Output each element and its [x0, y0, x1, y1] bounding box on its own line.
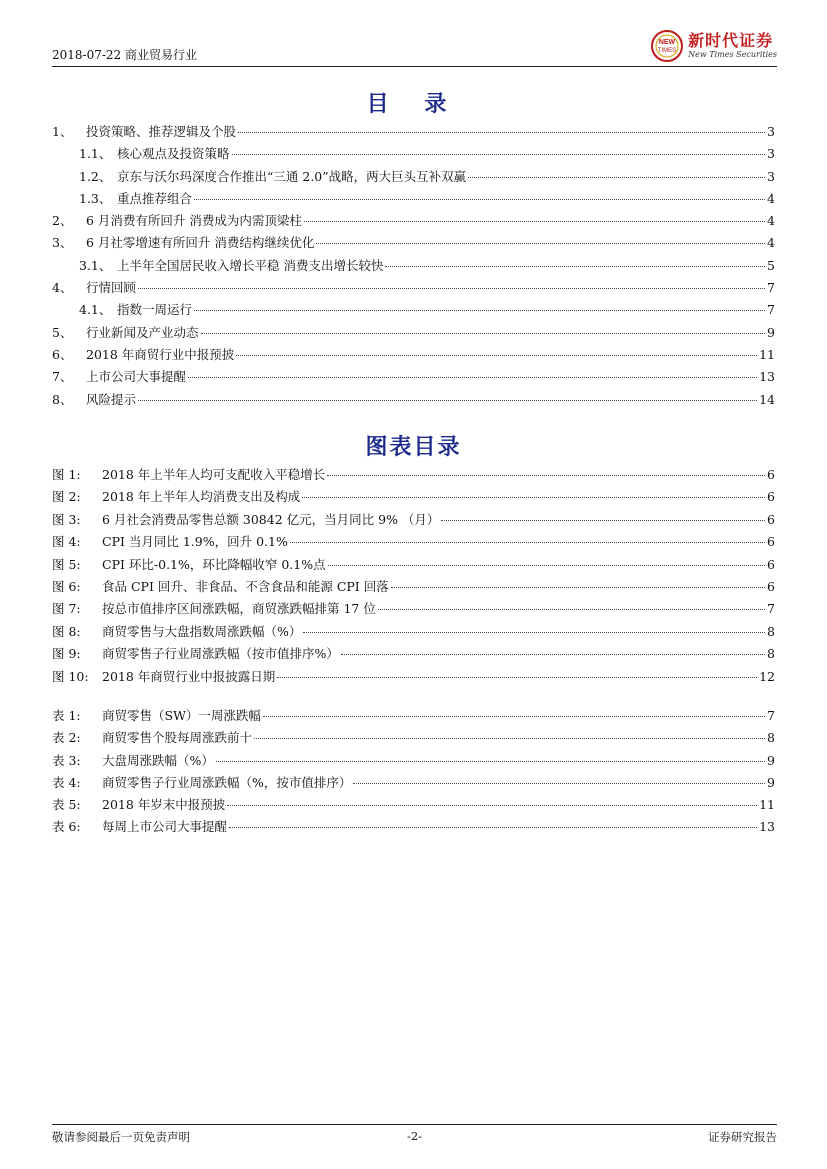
entry-number: 图 3: [52, 511, 81, 527]
header-date-industry: 2018-07-22 商业贸易行业 [52, 48, 198, 62]
footer-report-type: 证券研究报告 [708, 1130, 777, 1144]
table-entry[interactable] [52, 705, 775, 727]
entry-label: 上半年全国居民收入增长平稳 消费支出增长较快 [117, 257, 384, 273]
entry-page-number: 8 [767, 646, 775, 662]
figure-entry[interactable] [52, 598, 775, 620]
entry-leader-dots [328, 565, 765, 566]
figure-entry[interactable] [52, 509, 775, 531]
figure-entry[interactable] [52, 531, 775, 553]
entry-label: 行情回顾 [86, 280, 137, 296]
entry-page-number: 6 [767, 556, 775, 572]
entry-label: 行业新闻及产业动态 [86, 324, 199, 340]
entry-number: 图 7: [52, 601, 81, 617]
entry-number: 1.3、 [79, 190, 112, 206]
entry-label: CPI 环比-0.1%，环比降幅收窄 0.1%点 [102, 556, 326, 572]
toc-entry[interactable] [52, 255, 775, 277]
figure-entry[interactable] [52, 554, 775, 576]
entry-page-number: 6 [767, 489, 775, 505]
entry-label: 投资策略、推荐逻辑及个股 [86, 124, 237, 139]
entry-leader-dots [302, 497, 765, 498]
entry-leader-dots [277, 677, 757, 678]
entry-number: 图 9: [52, 646, 81, 662]
entry-label: 2018 年上半年人均消费支出及构成 [102, 489, 301, 505]
entry-label: 每周上市公司大事提醒 [102, 819, 228, 835]
entry-label: 2018 年商贸行业中报披露日期 [102, 668, 276, 684]
entry-number: 7、 [52, 369, 73, 385]
toc-entry[interactable] [52, 277, 775, 299]
entry-label: 核心观点及投资策略 [117, 146, 230, 162]
entry-leader-dots [327, 475, 765, 476]
toc-entry[interactable] [52, 366, 775, 388]
entry-number: 图 1: [52, 467, 81, 482]
page-footer [52, 1124, 777, 1151]
entry-label: 商贸零售个股每周涨跌前十 [102, 730, 253, 746]
entry-label: 指数一周运行 [117, 302, 193, 318]
entry-label: 商贸零售子行业周涨跌幅（按市值排序%） [102, 646, 339, 662]
entry-leader-dots [378, 609, 765, 610]
entry-page-number: 7 [767, 708, 775, 723]
entry-leader-dots [254, 738, 765, 739]
entry-leader-dots [188, 377, 757, 378]
entry-label: CPI 当月同比 1.9%，回升 0.1% [102, 534, 288, 550]
entry-page-number: 3 [767, 146, 775, 162]
toc-entry[interactable] [52, 188, 775, 210]
entry-page-number: 11 [759, 797, 775, 813]
entry-leader-dots [232, 154, 766, 155]
entry-number: 6、 [52, 346, 73, 362]
entry-number: 3、 [52, 235, 73, 251]
footer-page-number: -2- [406, 1129, 423, 1143]
logo-mark-icon [650, 29, 684, 63]
entry-number: 表 4: [52, 774, 81, 790]
entry-number: 表 2: [52, 730, 81, 746]
figure-entry[interactable] [52, 643, 775, 665]
entry-page-number: 14 [759, 391, 775, 407]
figure-entry[interactable] [52, 576, 775, 598]
entry-leader-dots [229, 827, 757, 828]
entry-number: 1、 [52, 124, 73, 139]
entry-number: 图 5: [52, 556, 81, 572]
entry-label: 风险提示 [86, 391, 137, 407]
table-entry[interactable] [52, 727, 775, 749]
svg-text:NEW: NEW [658, 39, 676, 46]
entry-page-number: 4 [767, 213, 775, 229]
figure-entry[interactable] [52, 621, 775, 643]
entry-label: 食品 CPI 回升、非食品、不含食品和能源 CPI 回落 [102, 578, 389, 594]
toc-entry[interactable] [52, 232, 775, 254]
entry-number: 表 5: [52, 797, 81, 813]
entry-leader-dots [290, 542, 765, 543]
toc-entry[interactable] [52, 389, 775, 411]
toc-entry[interactable] [52, 210, 775, 232]
entry-label: 2018 年商贸行业中报预披 [86, 346, 235, 362]
entry-page-number: 7 [767, 601, 775, 617]
table-entry[interactable] [52, 750, 775, 772]
entry-page-number: 13 [759, 369, 775, 385]
entry-number: 表 6: [52, 819, 81, 835]
entry-leader-dots [138, 288, 765, 289]
entry-label: 京东与沃尔玛深度合作推出“三通 2.0”战略，两大巨头互补双赢 [117, 168, 467, 184]
entry-page-number: 3 [767, 168, 775, 184]
entry-number: 图 2: [52, 489, 81, 505]
entry-number: 表 1: [52, 708, 81, 723]
entry-page-number: 6 [767, 534, 775, 550]
logo-chinese-name: 新时代证券 [688, 31, 774, 50]
entry-number: 1.1、 [79, 146, 112, 162]
entry-number: 4.1、 [79, 302, 112, 318]
figures-title: 图表目录 [365, 435, 462, 460]
entry-leader-dots [468, 177, 765, 178]
entry-label: 商贸零售（SW）一周涨跌幅 [102, 708, 261, 723]
entry-page-number: 9 [767, 774, 775, 790]
entry-leader-dots [194, 310, 765, 311]
figure-entry[interactable] [52, 486, 775, 508]
entry-label: 6 月社零增速有所回升 消费结构继续优化 [86, 235, 315, 251]
page-header [52, 31, 777, 67]
figure-list [52, 464, 775, 688]
entry-page-number: 4 [767, 190, 775, 206]
entry-label: 6 月社会消费品零售总额 30842 亿元，当月同比 9% （月） [102, 511, 440, 527]
entry-page-number: 9 [767, 324, 775, 340]
entry-page-number: 9 [767, 752, 775, 768]
logo-english-name: New Times Securities [688, 50, 777, 59]
entry-number: 图 6: [52, 578, 81, 594]
entry-page-number: 13 [759, 819, 775, 835]
entry-leader-dots [194, 199, 765, 200]
entry-number: 3.1、 [79, 257, 112, 273]
entry-page-number: 8 [767, 623, 775, 639]
entry-leader-dots [304, 221, 765, 222]
entry-label: 6 月消费有所回升 消费成为内需顶梁柱 [86, 213, 302, 229]
table-list [52, 705, 775, 839]
entry-leader-dots [391, 587, 765, 588]
entry-page-number: 6 [767, 578, 775, 594]
entry-number: 图 10: [52, 668, 89, 684]
entry-label: 2018 年上半年人均可支配收入平稳增长 [102, 467, 326, 482]
entry-page-number: 3 [767, 124, 775, 139]
entry-page-number: 5 [767, 257, 775, 273]
figure-entry[interactable] [52, 666, 775, 688]
entry-page-number: 8 [767, 730, 775, 746]
entry-page-number: 11 [759, 346, 775, 362]
entry-leader-dots [138, 400, 757, 401]
entry-label: 上市公司大事提醒 [86, 369, 187, 385]
entry-page-number: 6 [767, 511, 775, 527]
company-logo [650, 30, 777, 62]
toc-entry[interactable] [52, 121, 775, 143]
toc-title: 目 录 [366, 92, 461, 117]
toc-entry[interactable] [52, 143, 775, 165]
entry-label: 2018 年岁末中报预披 [102, 797, 226, 813]
entry-leader-dots [236, 355, 757, 356]
entry-leader-dots [201, 333, 766, 334]
entry-label: 商贸零售与大盘指数周涨跌幅（%） [102, 623, 302, 639]
figure-entry[interactable] [52, 464, 775, 486]
entry-leader-dots [316, 243, 765, 244]
table-entry[interactable] [52, 816, 775, 838]
entry-page-number: 6 [767, 467, 775, 482]
entry-leader-dots [227, 805, 757, 806]
entry-leader-dots [263, 716, 765, 717]
entry-leader-dots [341, 654, 765, 655]
entry-page-number: 12 [759, 668, 775, 684]
table-entry[interactable] [52, 772, 775, 794]
entry-number: 8、 [52, 391, 73, 407]
toc-entry[interactable] [52, 322, 775, 344]
table-entry[interactable] [52, 794, 775, 816]
entry-leader-dots [303, 632, 765, 633]
entry-number: 2、 [52, 213, 73, 229]
entry-number: 5、 [52, 324, 73, 340]
entry-leader-dots [238, 132, 765, 133]
entry-page-number: 4 [767, 235, 775, 251]
table-of-contents [52, 121, 775, 411]
toc-entry[interactable] [52, 344, 775, 366]
entry-number: 图 8: [52, 623, 81, 639]
entry-leader-dots [441, 520, 765, 521]
entry-number: 1.2、 [79, 168, 112, 184]
entry-leader-dots [385, 266, 765, 267]
entry-label: 按总市值排序区间涨跌幅，商贸涨跌幅排第 17 位 [102, 601, 376, 617]
entry-label: 商贸零售子行业周涨跌幅（%，按市值排序） [102, 774, 352, 790]
entry-page-number: 7 [767, 280, 775, 296]
entry-leader-dots [353, 783, 765, 784]
entry-label: 重点推荐组合 [117, 190, 193, 206]
svg-text:TIMES: TIMES [657, 48, 677, 54]
toc-entry[interactable] [52, 166, 775, 188]
entry-label: 大盘周涨跌幅（%） [102, 752, 214, 768]
toc-entry[interactable] [52, 299, 775, 321]
entry-number: 图 4: [52, 534, 81, 550]
entry-leader-dots [216, 761, 765, 762]
footer-disclaimer: 敬请参阅最后一页免责声明 [52, 1130, 190, 1144]
entry-number: 表 3: [52, 752, 81, 768]
entry-number: 4、 [52, 280, 73, 296]
entry-page-number: 7 [767, 302, 775, 318]
